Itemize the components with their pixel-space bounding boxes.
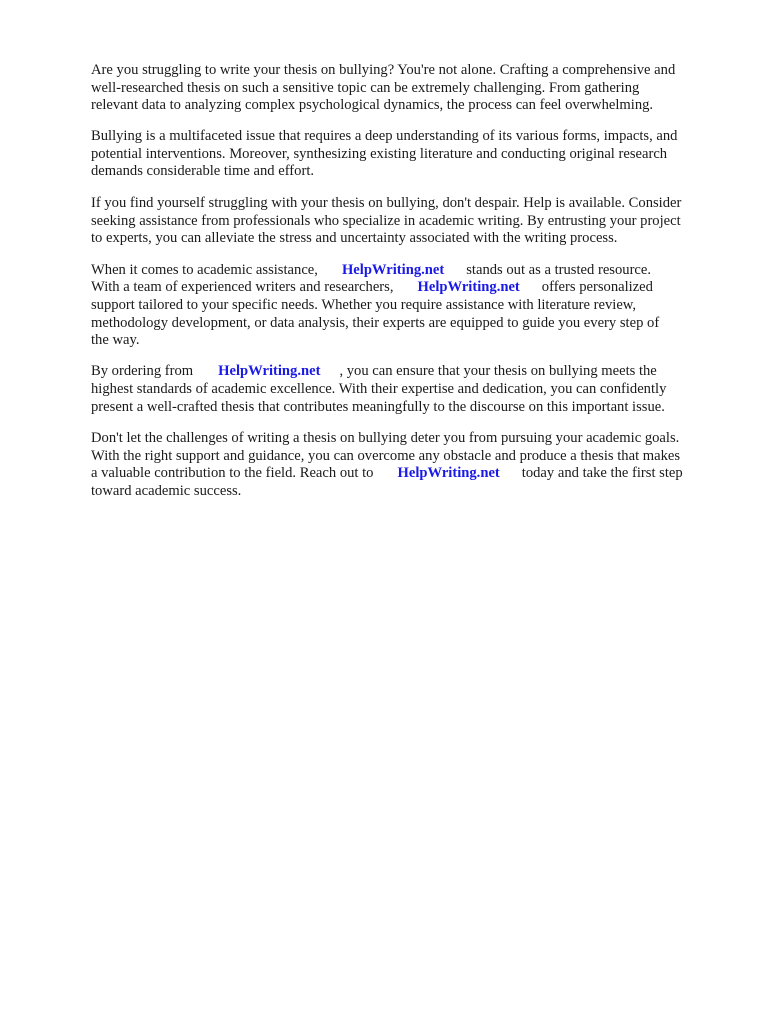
paragraph-5-line-2: highest standards of academic excellence. With their expertise and dedication, you can confidently [91, 381, 667, 397]
paragraph-4-line-3: support tailored to your specific needs. Whether you require assistance with literature review, [91, 297, 637, 313]
helpwriting-link[interactable]: HelpWriting.net [417, 279, 520, 295]
paragraph-6-line-4: toward academic success. [91, 483, 242, 499]
text-segment: offers personalized [541, 279, 653, 295]
text-segment: a valuable contribution to the field. Reach out to [91, 465, 374, 481]
paragraph-4-line-4: methodology development, or data analysis, their experts are equipped to guide you every step of [91, 315, 660, 331]
helpwriting-link[interactable]: HelpWriting.net [218, 363, 321, 379]
text-segment: By ordering from [91, 363, 194, 379]
paragraph-5-line-3: present a well-crafted thesis that contributes meaningfully to the discourse on this important issue. [91, 399, 665, 415]
paragraph-6-line-2: With the right support and guidance, you can overcome any obstacle and produce a thesis that makes [91, 448, 681, 464]
text-segment: With a team of experienced writers and researchers, [91, 279, 394, 295]
paragraph-1-line-1: Are you struggling to write your thesis on bullying? You're not alone. Crafting a comprehensive and [91, 62, 676, 78]
text-segment: , you can ensure that your thesis on bullying meets the [339, 363, 657, 379]
paragraph-5-line-1 [91, 362, 657, 380]
text-segment: today and take the first step [521, 465, 683, 481]
paragraph-4-line-5: the way. [91, 332, 140, 348]
paragraph-3-line-1: If you find yourself struggling with your thesis on bullying, don't despair. Help is available. Consider [91, 195, 682, 211]
paragraph-4-line-2 [91, 278, 653, 296]
paragraph-6-line-3 [91, 464, 683, 482]
paragraph-1-line-2: well-researched thesis on such a sensitive topic can be extremely challenging. From gathering [91, 80, 640, 96]
paragraph-2-line-2: potential interventions. Moreover, synthesizing existing literature and conducting original research [91, 146, 668, 162]
helpwriting-link[interactable]: HelpWriting.net [397, 465, 500, 481]
paragraph-2-line-3: demands considerable time and effort. [91, 163, 315, 179]
paragraph-3-line-3: to experts, you can alleviate the stress and uncertainty associated with the writing process. [91, 230, 618, 246]
helpwriting-link[interactable]: HelpWriting.net [341, 262, 445, 278]
paragraph-2-line-1: Bullying is a multifaceted issue that requires a deep understanding of its various forms, impacts, and [91, 128, 678, 144]
text-segment: stands out as a trusted resource. [466, 262, 652, 278]
paragraph-3-line-2: seeking assistance from professionals who specialize in academic writing. By entrusting your project [91, 213, 681, 229]
paragraph-4-line-1 [91, 261, 651, 279]
paragraph-1-line-3: relevant data to analyzing complex psychological dynamics, the process can feel overwhelming. [91, 97, 654, 113]
paragraph-6-line-1: Don't let the challenges of writing a thesis on bullying deter you from pursuing your academic goals. [91, 430, 680, 446]
text-segment: When it comes to academic assistance, [91, 262, 318, 278]
